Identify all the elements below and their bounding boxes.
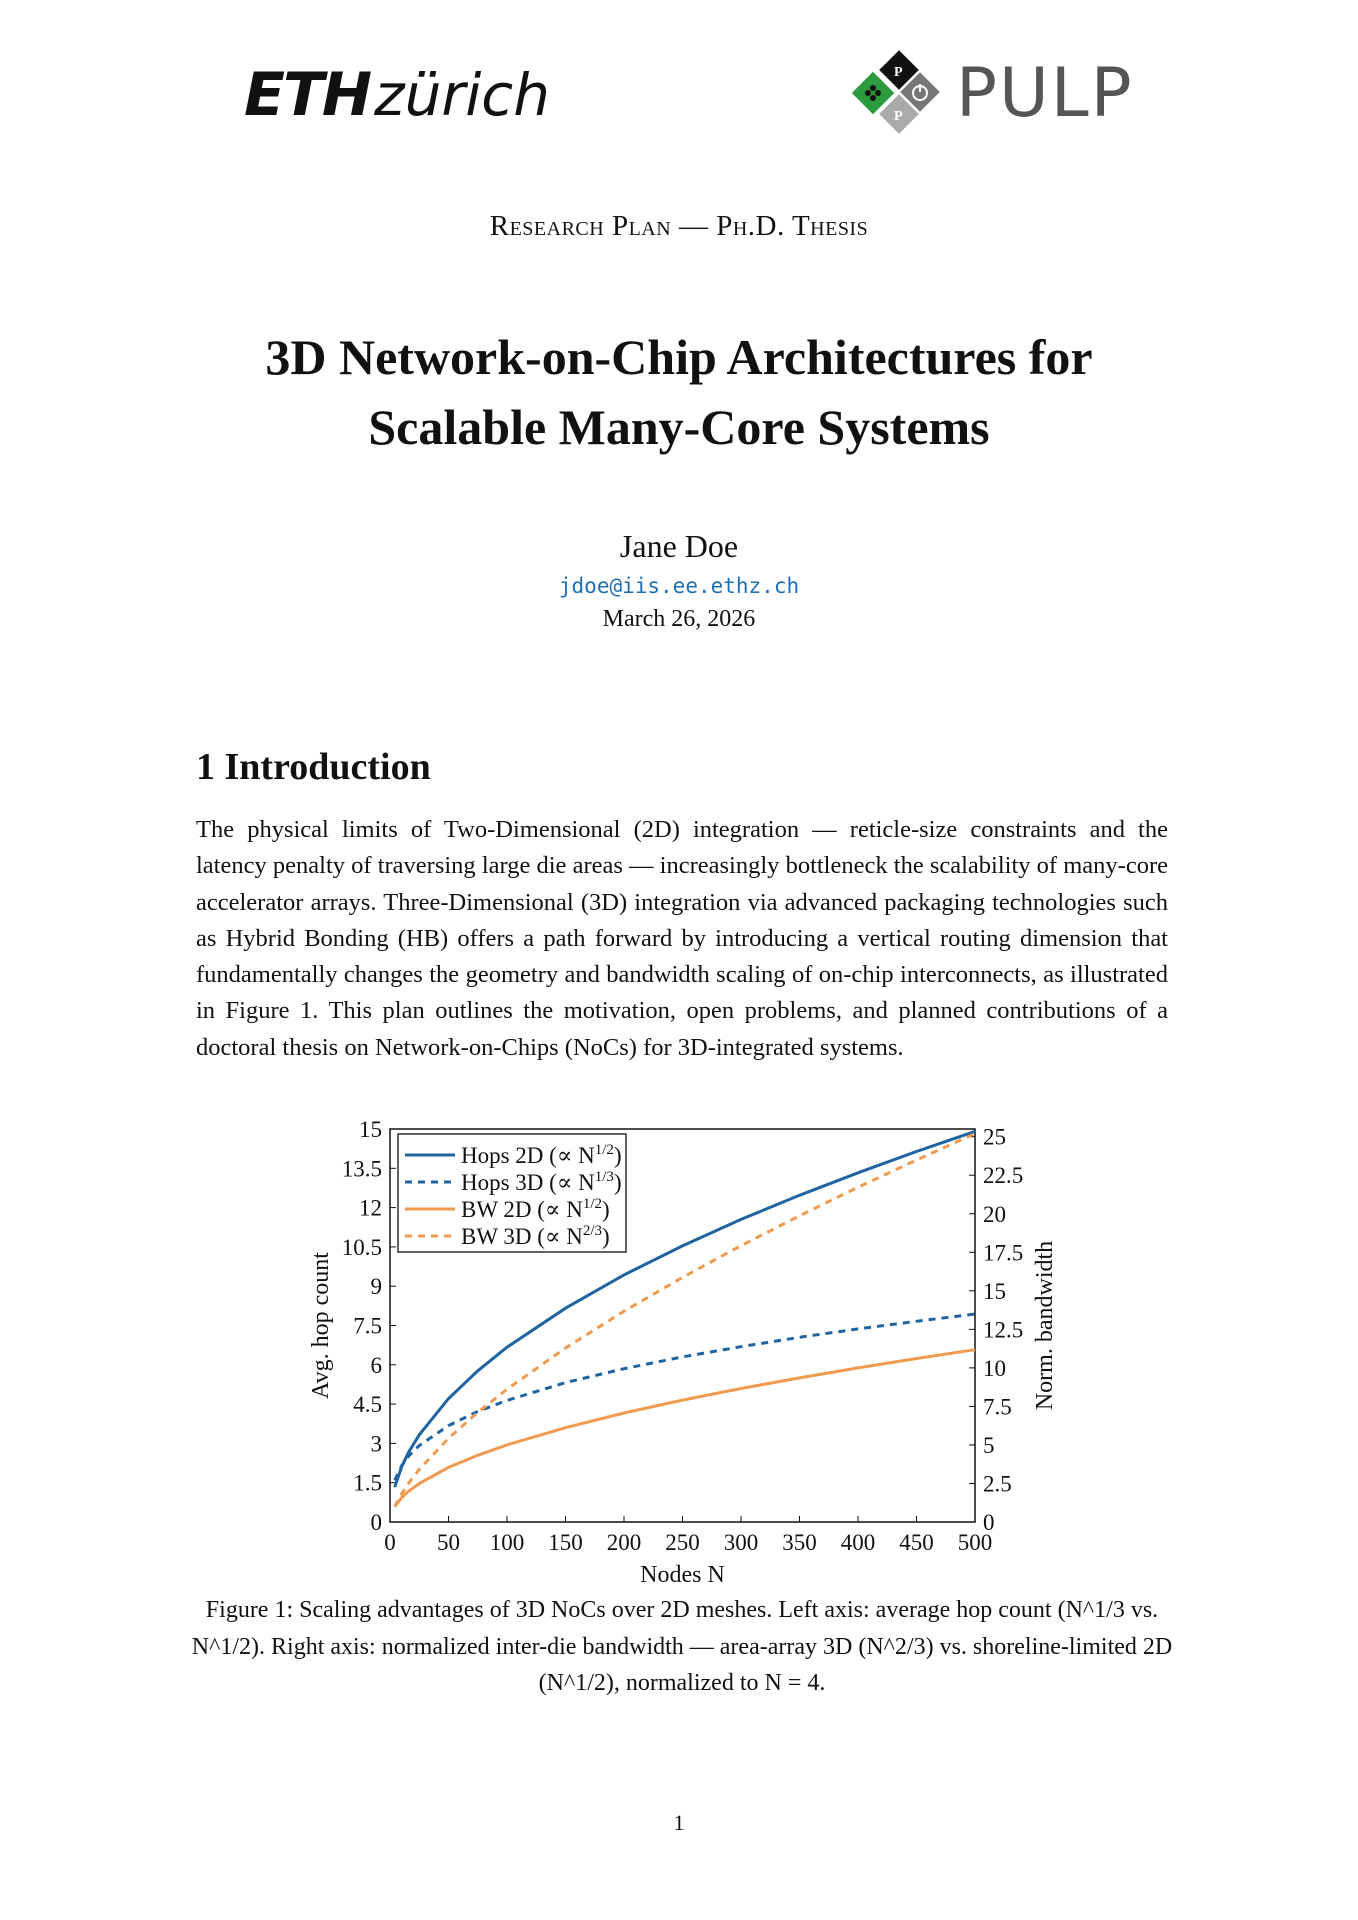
legend-label: BW 3D (∝ $N^{2/3}$) <box>461 1223 610 1249</box>
y-tick-label: 3 <box>370 1431 382 1457</box>
x-tick-label: 150 <box>548 1530 583 1555</box>
y-right-tick-label: 10 <box>983 1355 1006 1381</box>
x-tick-label: 400 <box>840 1530 876 1555</box>
y-tick-label: 0 <box>370 1510 382 1535</box>
eth-logo-bold: ETH <box>244 60 371 130</box>
x-tick-label: 200 <box>606 1530 642 1555</box>
x-tick-label: 450 <box>899 1530 934 1555</box>
y-tick-label: 1.5 <box>353 1470 382 1496</box>
doc-subtitle: Research Plan — Ph.D. Thesis <box>489 210 869 242</box>
eth-logo-light: zürich <box>374 61 550 129</box>
series-line-3 <box>395 1350 975 1507</box>
x-tick-label: 350 <box>782 1530 817 1555</box>
y-right-tick-label: 2.5 <box>983 1471 1012 1497</box>
y-right-tick-label: 22.5 <box>983 1163 1024 1189</box>
y-tick-label: 12 <box>359 1195 382 1221</box>
x-tick-label: 300 <box>723 1530 759 1555</box>
svg-text:P: P <box>894 109 903 124</box>
legend-label: Hops 2D (∝ $N^{1/2}$) <box>461 1142 622 1168</box>
scaling-chart <box>290 1110 1070 1590</box>
legend-label: Hops 3D (∝ $N^{1/3}$) <box>461 1169 622 1195</box>
y-right-tick-label: 0 <box>983 1510 995 1535</box>
y-tick-label: 9 <box>370 1274 382 1300</box>
eth-zurich-logo <box>244 60 550 130</box>
x-tick-label: 500 <box>957 1530 993 1555</box>
author-name: Jane Doe <box>619 528 739 564</box>
legend-label: BW 2D (∝ $N^{1/2}$) <box>461 1196 610 1222</box>
y-right-tick-label: 15 <box>983 1278 1006 1304</box>
page-number: 1 <box>673 1810 685 1835</box>
x-tick-label: 0 <box>384 1530 396 1555</box>
y-tick-label: 6 <box>370 1352 382 1378</box>
y-axis-label: Avg. hop count <box>308 1252 334 1399</box>
y-tick-label: 10.5 <box>341 1234 382 1260</box>
y-right-tick-label: 25 <box>983 1124 1006 1150</box>
pulp-logo <box>850 50 1170 135</box>
y-right-tick-label: 17.5 <box>983 1240 1024 1266</box>
title-line-2: Scalable Many-Core Systems <box>368 399 990 455</box>
x-tick-label: 250 <box>665 1530 700 1555</box>
title-line-1: 3D Network-on-Chip Architectures for <box>265 329 1093 385</box>
y-right-axis-label: Norm. bandwidth <box>1032 1240 1058 1411</box>
y-tick-label: 15 <box>359 1117 382 1142</box>
pulp-logo-text: PULP <box>956 54 1134 133</box>
y-right-tick-label: 5 <box>983 1432 995 1458</box>
page-title <box>0 322 1358 462</box>
x-axis-label: Nodes N <box>640 1562 725 1588</box>
author-email-link[interactable]: jdoe@iis.ee.ethz.ch <box>558 574 800 598</box>
svg-text:P: P <box>894 65 903 80</box>
y-right-tick-label: 7.5 <box>983 1394 1012 1420</box>
y-right-tick-label: 20 <box>983 1201 1006 1227</box>
y-tick-label: 4.5 <box>353 1392 382 1418</box>
doc-date: March 26, 2026 <box>602 606 756 632</box>
pulp-logo-mark <box>850 50 960 135</box>
intro-paragraph: The physical limits of Two-Dimensional (2D) integration — reticle-size constraints and the latency penalty of traversing large die areas — increasingly bottleneck the scalability of many-core accelerator arrays. Three-Dimensional (3D) integration via advanced packaging technologies such as Hybrid Bonding (HB) offers a path forward by introducing a vertical routing dimension that fundamentally changes the geometry and bandwidth scaling of on-chip interconnects, as illustrated in Figure 1. This plan outlines the motivation, open problems, and planned contributions of a doctoral thesis on Network-on-Chips (NoCs) for 3D-integrated systems. <box>196 816 1168 1061</box>
y-right-tick-label: 12.5 <box>983 1317 1024 1343</box>
x-tick-label: 100 <box>489 1530 525 1555</box>
figure-caption: Figure 1: Scaling advantages of 3D NoCs over 2D meshes. Left axis: average hop count (N^1/3 vs. N^1/2). Right axis: normalized inter-die bandwidth — area-array 3D (N^2/3) vs. shoreline-limited 2D (N^1/2), normalized to N = 4. <box>191 1597 1173 1696</box>
x-tick-label: 50 <box>437 1530 460 1555</box>
section-heading: 1 Introduction <box>196 746 431 788</box>
y-tick-label: 7.5 <box>353 1313 382 1339</box>
figure-1 <box>290 1110 1070 1590</box>
y-tick-label: 13.5 <box>341 1156 382 1182</box>
